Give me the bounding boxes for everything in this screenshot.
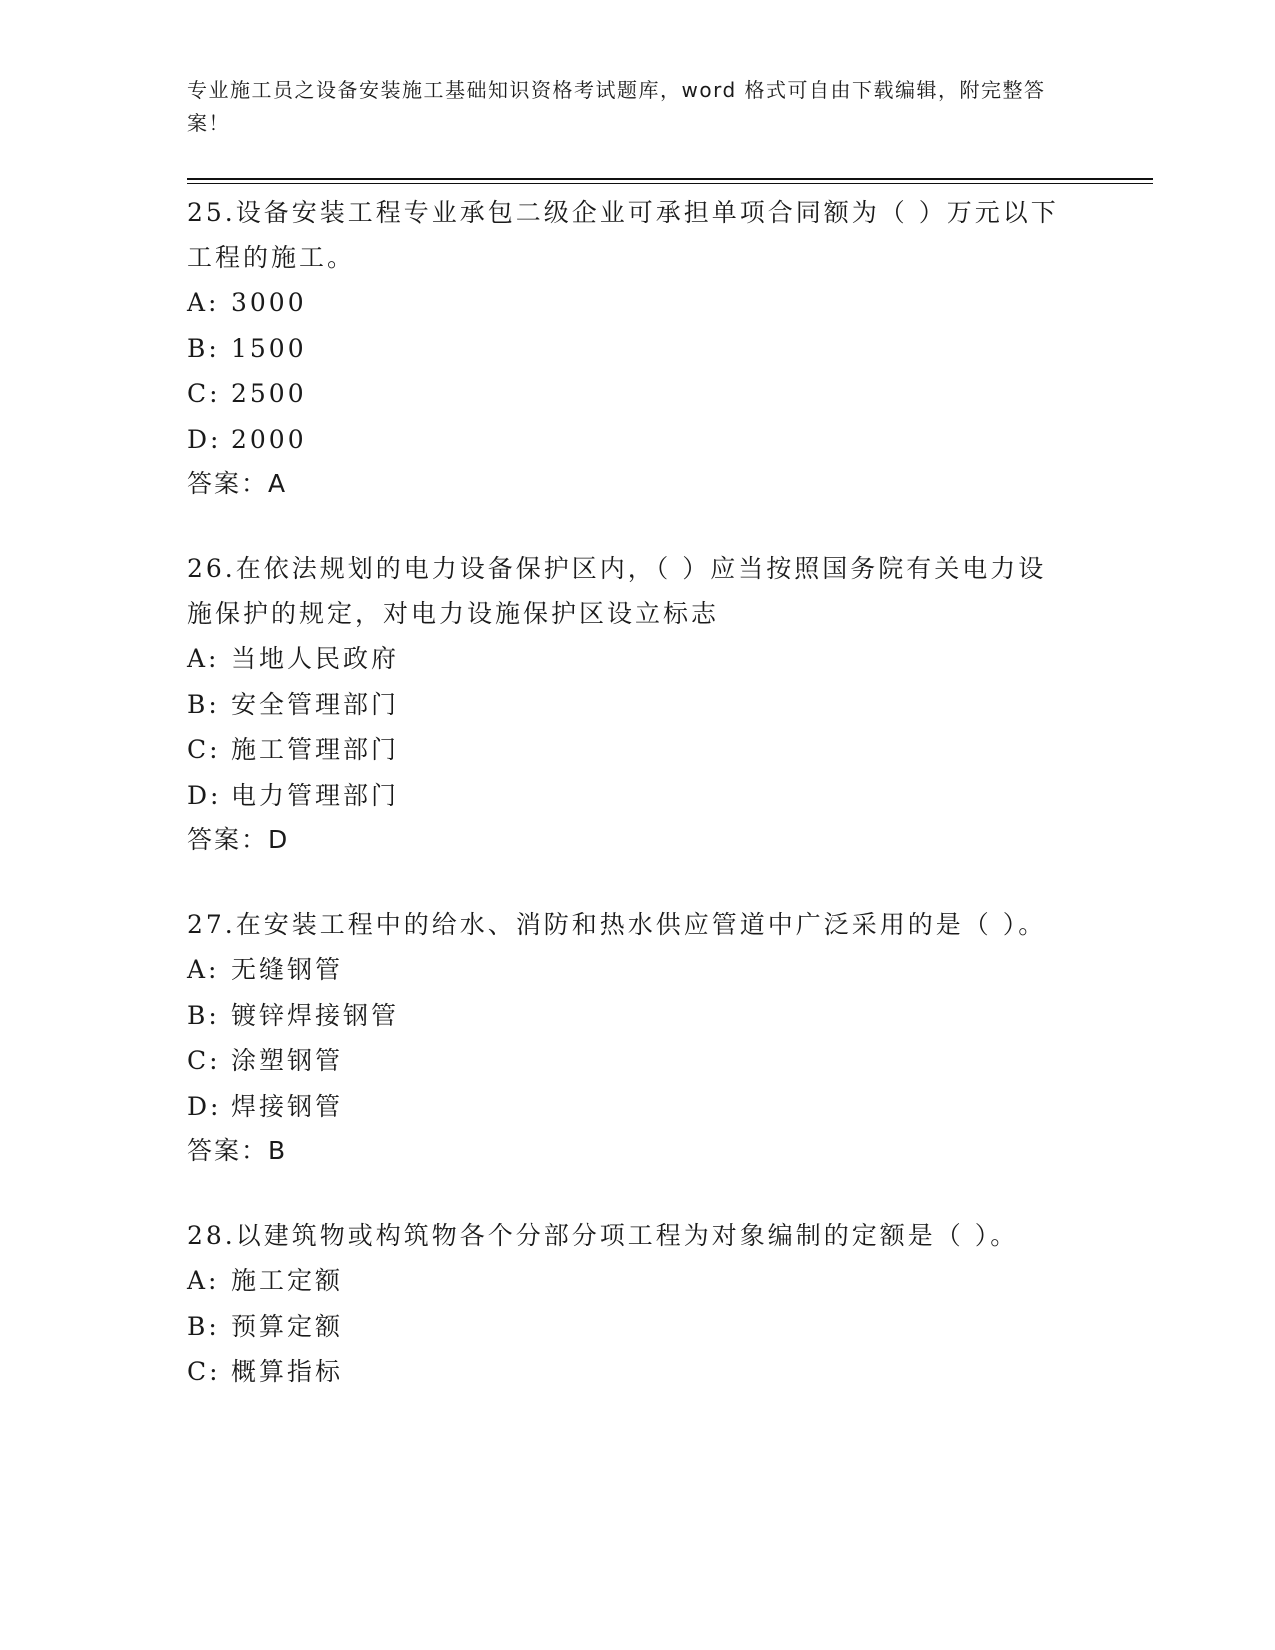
- option-c: [187, 1349, 1067, 1395]
- question-list: [187, 190, 1067, 1435]
- option-d: [187, 1084, 1067, 1130]
- question-26: [187, 546, 1067, 862]
- question-28: [187, 1213, 1067, 1395]
- option-list: [187, 636, 1067, 818]
- option-key: C:: [187, 1357, 221, 1386]
- option-b: [187, 682, 1067, 728]
- question-stem: 26.在依法规划的电力设备保护区内，（ ）应当按照国务院有关电力设施保护的规定，对电力设施保护区设立标志: [187, 554, 1047, 628]
- option-key: A:: [187, 1266, 220, 1295]
- question-stem: 27.在安装工程中的给水、消防和热水供应管道中广泛采用的是（ ）。: [187, 910, 1047, 939]
- option-d: [187, 773, 1067, 819]
- option-key: A:: [187, 644, 220, 673]
- option-a: [187, 947, 1067, 993]
- question-25: [187, 190, 1067, 506]
- option-key: C:: [187, 379, 221, 408]
- option-c: [187, 727, 1067, 773]
- option-text: 1500: [231, 333, 307, 363]
- option-b: [187, 993, 1067, 1039]
- option-text: 3000: [231, 288, 307, 317]
- option-list: [187, 280, 1067, 462]
- option-text: 概算指标: [231, 1357, 344, 1386]
- option-text: 无缝钢管: [231, 955, 344, 984]
- option-text: 安全管理部门: [231, 689, 400, 719]
- option-list: [187, 1258, 1067, 1395]
- option-a: [187, 280, 1067, 326]
- option-key: A:: [187, 288, 220, 317]
- option-text: 施工定额: [231, 1266, 344, 1295]
- option-key: D:: [187, 1091, 222, 1121]
- header-divider-thick: [187, 178, 1153, 180]
- question-27: [187, 902, 1067, 1173]
- question-stem: 25.设备安装工程专业承包二级企业可承担单项合同额为（ ）万元以下工程的施工。: [187, 198, 1059, 272]
- option-c: [187, 371, 1067, 417]
- option-b: [187, 1304, 1067, 1350]
- option-b: [187, 326, 1067, 372]
- answer-line: 答案：D: [187, 825, 290, 854]
- option-key: C:: [187, 735, 221, 764]
- option-text: 镀锌焊接钢管: [231, 1000, 400, 1030]
- question-stem: 28.以建筑物或构筑物各个分部分项工程为对象编制的定额是（ ）。: [187, 1221, 1019, 1250]
- header-divider-thin: [187, 183, 1153, 184]
- answer-line: 答案：A: [187, 469, 288, 498]
- option-text: 施工管理部门: [231, 735, 400, 764]
- option-key: D:: [187, 780, 222, 810]
- option-key: C:: [187, 1046, 221, 1075]
- option-list: [187, 947, 1067, 1129]
- option-text: 焊接钢管: [231, 1091, 344, 1121]
- option-d: [187, 417, 1067, 463]
- option-key: A:: [187, 955, 220, 984]
- option-text: 2000: [231, 424, 307, 454]
- option-text: 2500: [231, 379, 307, 408]
- option-key: B:: [187, 689, 220, 719]
- answer-line: 答案：B: [187, 1136, 288, 1165]
- document-header: 专业施工员之设备安装施工基础知识资格考试题库，word 格式可自由下载编辑，附完整答案！: [187, 78, 1046, 135]
- option-key: B:: [187, 333, 220, 363]
- option-text: 预算定额: [231, 1311, 344, 1341]
- option-key: B:: [187, 1000, 220, 1030]
- option-text: 涂塑钢管: [231, 1046, 344, 1075]
- option-a: [187, 1258, 1067, 1304]
- option-text: 当地人民政府: [231, 644, 400, 673]
- option-c: [187, 1038, 1067, 1084]
- option-a: [187, 636, 1067, 682]
- option-key: B:: [187, 1311, 220, 1341]
- option-key: D:: [187, 424, 222, 454]
- option-text: 电力管理部门: [231, 780, 400, 810]
